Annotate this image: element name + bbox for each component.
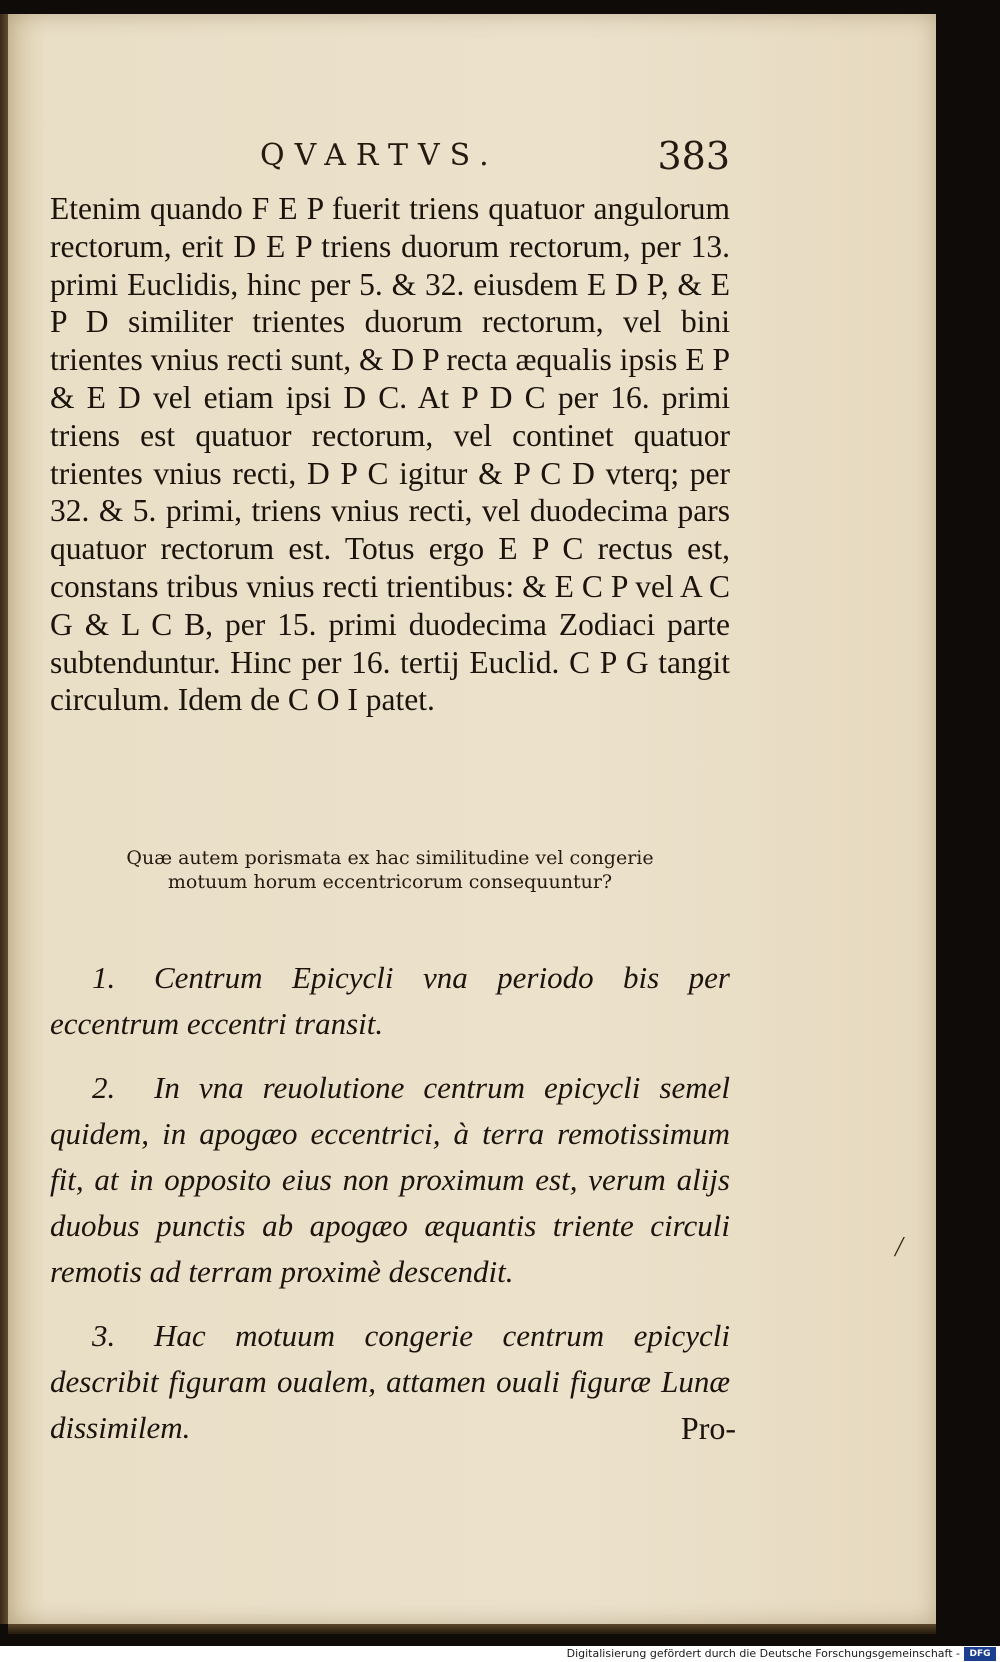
theorem-number: 1. xyxy=(92,960,116,995)
section-question: Quæ autem porismata ex hac similitudine vel congerie motuum horum eccentricorum consequuntur? xyxy=(126,847,654,893)
theorem-text: In vna reuolutione centrum epicycli semel quidem, in apogæo eccentrici, à terra remotissimum fit, at in opposito eius non proximum est, verum alijs duobus punctis ab apogæo æquantis triente circuli remotis ad terram proximè descendit. xyxy=(50,1070,730,1289)
page-header xyxy=(260,134,730,178)
running-head: QVARTVS. xyxy=(260,138,499,173)
theorem-item xyxy=(50,955,730,1047)
page-number: 383 xyxy=(657,134,730,178)
page-bottom-edge xyxy=(8,1624,936,1634)
theorem-number: 2. xyxy=(92,1070,116,1105)
theorem-text: Centrum Epicycli vna periodo bis per eccentrum eccentri transit. xyxy=(50,960,730,1041)
theorem-list xyxy=(50,955,730,1469)
footer-bar xyxy=(0,1646,1000,1662)
body-paragraph: Etenim quando F E P fuerit triens quatuor angulorum rectorum, erit D E P triens duorum rectorum, per 13. primi Euclidis, hinc per 5. & 32. eiusdem E D P, & E P D similiter trientes duorum rectorum, vel bini trientes vnius recti sunt, & D P recta æqualis ipsis E P & E D vel etiam ipsi D C. At P D C per 16. primi triens est quatuor rectorum, vel continet quatuor trientes vnius recti, D P C igitur & P C D vterq; per 32. & 5. primi, triens vnius recti, vel duodecima pars quatuor rectorum est. Totus ergo E P C rectus est, constans tribus vnius recti trientibus: & E C P vel A C G & L C B, per 15. primi duodecima Zodiaci parte subtenduntur. Hinc per 16. tertij Euclid. C P G tangit circulum. Idem de C O I patet. xyxy=(50,191,730,718)
dfg-logo: DFG xyxy=(964,1647,996,1661)
theorem-text: Hac motuum congerie centrum epicycli describit figuram oualem, attamen ouali figuræ Lunæ dissimilem. xyxy=(50,1318,730,1445)
theorem-item xyxy=(50,1065,730,1295)
digitization-credit: Digitalisierung gefördert durch die Deutsche Forschungsgemeinschaft - xyxy=(566,1647,960,1660)
theorem-number: 3. xyxy=(92,1318,116,1353)
catchword: Pro- xyxy=(680,1410,736,1446)
theorem-item xyxy=(50,1313,730,1451)
margin-mark: / xyxy=(895,1232,903,1263)
